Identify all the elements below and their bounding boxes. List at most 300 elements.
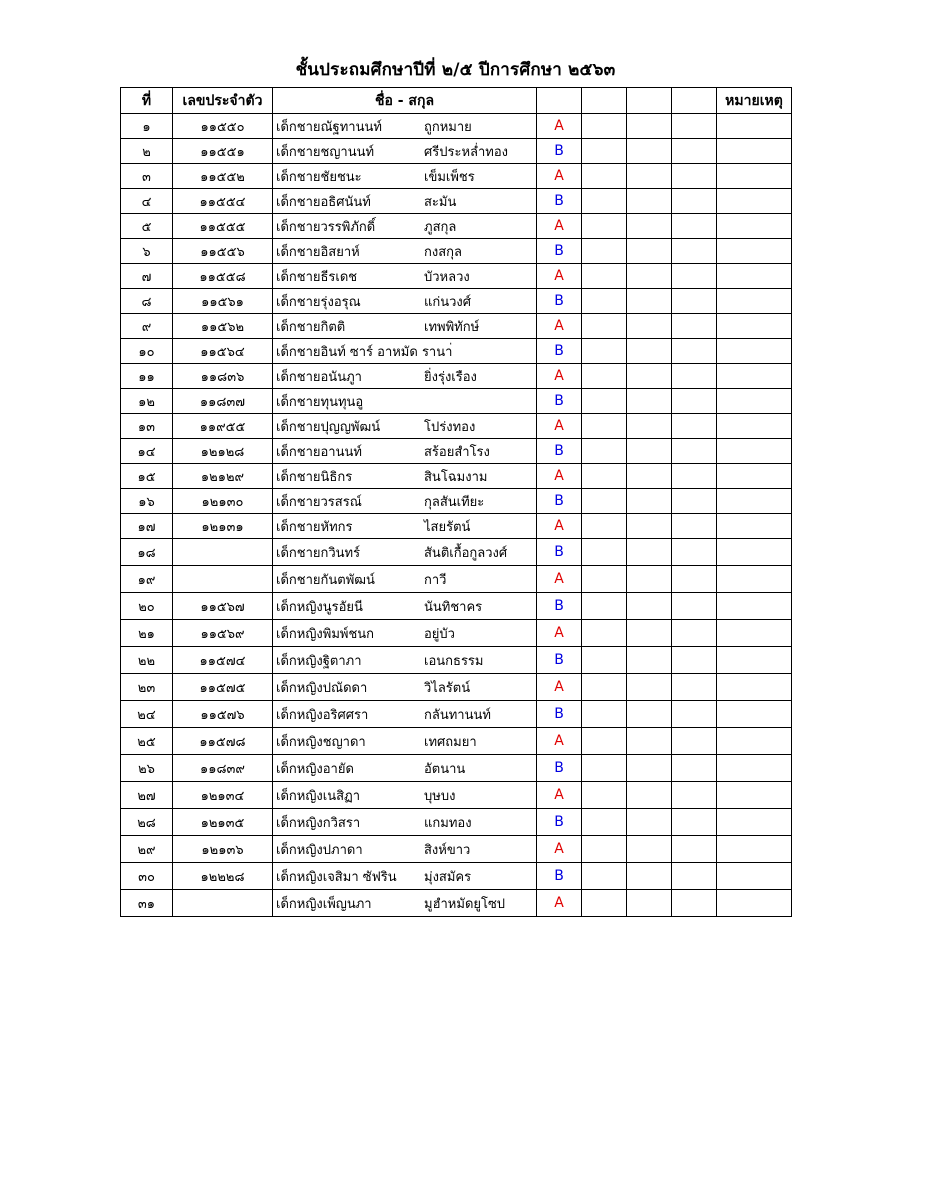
blank-cell bbox=[672, 464, 717, 489]
blank-cell bbox=[672, 755, 717, 782]
student-last-name: แกมทอง bbox=[424, 815, 472, 831]
student-name-cell bbox=[273, 539, 537, 566]
student-first-name: เด็กชายทุนทุนอู bbox=[276, 394, 364, 410]
student-id: ๑๒๑๓๖ bbox=[173, 836, 273, 863]
remark-cell bbox=[717, 701, 792, 728]
row-number: ๑๖ bbox=[121, 489, 173, 514]
student-name-cell bbox=[273, 264, 537, 289]
table-row bbox=[121, 539, 792, 566]
table-row bbox=[121, 464, 792, 489]
student-last-name: สันติเกื้อกูลวงศ์ bbox=[424, 545, 508, 561]
row-number: ๑๓ bbox=[121, 414, 173, 439]
group-letter: A bbox=[537, 464, 582, 489]
remark-cell bbox=[717, 755, 792, 782]
student-first-name: เด็กหญิงอริศศรา bbox=[276, 707, 369, 723]
blank-cell bbox=[582, 890, 627, 917]
remark-cell bbox=[717, 890, 792, 917]
student-id: ๑๑๕๕๖ bbox=[173, 239, 273, 264]
group-letter: A bbox=[537, 782, 582, 809]
blank-cell bbox=[627, 314, 672, 339]
student-name-cell bbox=[273, 239, 537, 264]
table-row bbox=[121, 701, 792, 728]
student-name-cell bbox=[273, 214, 537, 239]
student-id: ๑๑๕๗๕ bbox=[173, 674, 273, 701]
blank-cell bbox=[672, 239, 717, 264]
header-name: ชื่อ - สกุล bbox=[273, 88, 537, 114]
student-last-name: มูฮำหมัดยูโซป bbox=[424, 896, 506, 912]
blank-cell bbox=[582, 264, 627, 289]
remark-cell bbox=[717, 620, 792, 647]
row-number: ๕ bbox=[121, 214, 173, 239]
remark-cell bbox=[717, 289, 792, 314]
group-letter: A bbox=[537, 728, 582, 755]
student-first-name: เด็กชายวรสรณ์ bbox=[276, 494, 362, 510]
blank-cell bbox=[582, 139, 627, 164]
student-name-cell bbox=[273, 620, 537, 647]
student-first-name: เด็กหญิงพิมพ์ชนก bbox=[276, 626, 375, 642]
blank-cell bbox=[672, 701, 717, 728]
blank-cell bbox=[582, 289, 627, 314]
table-row bbox=[121, 593, 792, 620]
student-last-name: สร้อยสำโรง bbox=[424, 444, 490, 460]
student-first-name: เด็กชายอิสยาห์ bbox=[276, 244, 360, 260]
student-name-cell bbox=[273, 314, 537, 339]
student-id: ๑๒๒๒๘ bbox=[173, 863, 273, 890]
student-last-name: โปร่งทอง bbox=[424, 419, 476, 435]
header-blank-4 bbox=[672, 88, 717, 114]
table-row bbox=[121, 364, 792, 389]
blank-cell bbox=[672, 364, 717, 389]
blank-cell bbox=[582, 809, 627, 836]
student-id: ๑๑๕๖๗ bbox=[173, 593, 273, 620]
remark-cell bbox=[717, 364, 792, 389]
group-letter: A bbox=[537, 566, 582, 593]
group-letter: A bbox=[537, 114, 582, 139]
blank-cell bbox=[582, 314, 627, 339]
student-name-cell bbox=[273, 189, 537, 214]
blank-cell bbox=[582, 755, 627, 782]
blank-cell bbox=[627, 863, 672, 890]
student-first-name: เด็กหญิงอายัด bbox=[276, 761, 354, 777]
blank-cell bbox=[627, 701, 672, 728]
blank-cell bbox=[672, 314, 717, 339]
remark-cell bbox=[717, 566, 792, 593]
blank-cell bbox=[582, 782, 627, 809]
student-id: ๑๑๕๕๐ bbox=[173, 114, 273, 139]
student-id: ๑๑๕๗๖ bbox=[173, 701, 273, 728]
blank-cell bbox=[582, 674, 627, 701]
row-number: ๒๐ bbox=[121, 593, 173, 620]
student-last-name: ภูสกุล bbox=[424, 219, 457, 235]
student-name-cell bbox=[273, 114, 537, 139]
row-number: ๓ bbox=[121, 164, 173, 189]
table-row bbox=[121, 566, 792, 593]
student-name-cell bbox=[273, 489, 537, 514]
blank-cell bbox=[627, 289, 672, 314]
student-first-name: เด็กชายชัยชนะ bbox=[276, 169, 362, 185]
blank-cell bbox=[672, 890, 717, 917]
group-letter: B bbox=[537, 755, 582, 782]
student-first-name: เด็กหญิงเจสิมา ซัฟริน bbox=[276, 869, 397, 885]
header-blank-2 bbox=[582, 88, 627, 114]
student-first-name: เด็กชายอนันภูา bbox=[276, 369, 362, 385]
row-number: ๙ bbox=[121, 314, 173, 339]
blank-cell bbox=[672, 489, 717, 514]
blank-cell bbox=[627, 114, 672, 139]
blank-cell bbox=[627, 339, 672, 364]
student-first-name: เด็กหญิงนูรอัยนี bbox=[276, 599, 363, 615]
blank-cell bbox=[582, 464, 627, 489]
student-first-name: เด็กหญิงปณัดดา bbox=[276, 680, 368, 696]
student-id: ๑๑๕๕๑ bbox=[173, 139, 273, 164]
header-blank-1 bbox=[537, 88, 582, 114]
blank-cell bbox=[672, 566, 717, 593]
table-row bbox=[121, 439, 792, 464]
student-id: ๑๒๑๓๐ bbox=[173, 489, 273, 514]
remark-cell bbox=[717, 514, 792, 539]
table-row bbox=[121, 214, 792, 239]
group-letter: B bbox=[537, 239, 582, 264]
remark-cell bbox=[717, 239, 792, 264]
table-row bbox=[121, 620, 792, 647]
remark-cell bbox=[717, 782, 792, 809]
group-letter: B bbox=[537, 701, 582, 728]
student-last-name: สินโฉมงาม bbox=[424, 469, 488, 485]
table-row bbox=[121, 139, 792, 164]
blank-cell bbox=[672, 389, 717, 414]
remark-cell bbox=[717, 114, 792, 139]
student-name-cell bbox=[273, 593, 537, 620]
row-number: ๒๘ bbox=[121, 809, 173, 836]
student-first-name: เด็กชายรุ่งอรุณ bbox=[276, 294, 361, 310]
row-number: ๒๒ bbox=[121, 647, 173, 674]
blank-cell bbox=[627, 439, 672, 464]
blank-cell bbox=[627, 647, 672, 674]
student-id: ๑๑๕๖๔ bbox=[173, 339, 273, 364]
student-last-name: เอนกธรรม bbox=[424, 653, 484, 669]
blank-cell bbox=[672, 289, 717, 314]
page-title: ชั้นประถมศึกษาปีที่ ๒/๕ ปีการศึกษา ๒๕๖๓ bbox=[295, 60, 616, 80]
table-row bbox=[121, 890, 792, 917]
table-row bbox=[121, 755, 792, 782]
student-first-name: เด็กชายวรรพิภักดิ์ bbox=[276, 219, 376, 235]
row-number: ๖ bbox=[121, 239, 173, 264]
group-letter: A bbox=[537, 314, 582, 339]
student-id: ๑๑๕๗๔ bbox=[173, 647, 273, 674]
remark-cell bbox=[717, 339, 792, 364]
blank-cell bbox=[582, 214, 627, 239]
header-blank-3 bbox=[627, 88, 672, 114]
blank-cell bbox=[627, 364, 672, 389]
student-name-cell bbox=[273, 389, 537, 414]
blank-cell bbox=[627, 139, 672, 164]
remark-cell bbox=[717, 728, 792, 755]
table-row bbox=[121, 314, 792, 339]
row-number: ๒๕ bbox=[121, 728, 173, 755]
student-id: ๑๑๕๗๘ bbox=[173, 728, 273, 755]
blank-cell bbox=[627, 674, 672, 701]
student-last-name: สะมัน bbox=[424, 194, 457, 210]
student-id: ๑๑๕๖๙ bbox=[173, 620, 273, 647]
blank-cell bbox=[672, 836, 717, 863]
student-last-name: เทพพิทักษ์ bbox=[424, 319, 480, 335]
table-row bbox=[121, 339, 792, 364]
student-first-name: เด็กชายกวินทร์ bbox=[276, 545, 361, 561]
blank-cell bbox=[582, 566, 627, 593]
table-row bbox=[121, 289, 792, 314]
blank-cell bbox=[627, 728, 672, 755]
remark-cell bbox=[717, 593, 792, 620]
student-id: ๑๑๘๓๖ bbox=[173, 364, 273, 389]
blank-cell bbox=[672, 593, 717, 620]
header-row bbox=[121, 88, 792, 114]
group-letter: A bbox=[537, 620, 582, 647]
remark-cell bbox=[717, 863, 792, 890]
blank-cell bbox=[627, 514, 672, 539]
blank-cell bbox=[582, 414, 627, 439]
group-letter: B bbox=[537, 809, 582, 836]
group-letter: B bbox=[537, 189, 582, 214]
group-letter: B bbox=[537, 339, 582, 364]
remark-cell bbox=[717, 439, 792, 464]
remark-cell bbox=[717, 264, 792, 289]
group-letter: B bbox=[537, 289, 582, 314]
row-number: ๔ bbox=[121, 189, 173, 214]
student-first-name: เด็กชายอธิศนันท์ bbox=[276, 194, 371, 210]
blank-cell bbox=[672, 139, 717, 164]
table-row bbox=[121, 728, 792, 755]
blank-cell bbox=[627, 464, 672, 489]
blank-cell bbox=[582, 863, 627, 890]
student-last-name: มุ่งสมัคร bbox=[424, 869, 472, 885]
group-letter: A bbox=[537, 264, 582, 289]
student-last-name: กลันทานนท์ bbox=[424, 707, 491, 723]
table-row bbox=[121, 414, 792, 439]
blank-cell bbox=[582, 164, 627, 189]
blank-cell bbox=[627, 782, 672, 809]
blank-cell bbox=[627, 566, 672, 593]
student-first-name: เด็กชายกันตพัฒน์ bbox=[276, 572, 375, 588]
group-letter: A bbox=[537, 364, 582, 389]
student-last-name: กุลสันเทียะ bbox=[424, 494, 485, 510]
student-id bbox=[173, 566, 273, 593]
student-id: ๑๒๑๓๑ bbox=[173, 514, 273, 539]
blank-cell bbox=[582, 364, 627, 389]
row-number: ๑๒ bbox=[121, 389, 173, 414]
remark-cell bbox=[717, 189, 792, 214]
student-first-name: เด็กชายธีรเดช bbox=[276, 269, 358, 285]
blank-cell bbox=[582, 339, 627, 364]
blank-cell bbox=[627, 214, 672, 239]
student-name-cell bbox=[273, 701, 537, 728]
table-row bbox=[121, 189, 792, 214]
blank-cell bbox=[672, 214, 717, 239]
student-id: ๑๑๕๖๒ bbox=[173, 314, 273, 339]
group-letter: A bbox=[537, 414, 582, 439]
student-id: ๑๒๑๓๕ bbox=[173, 809, 273, 836]
student-name-cell bbox=[273, 863, 537, 890]
table-row bbox=[121, 647, 792, 674]
blank-cell bbox=[672, 439, 717, 464]
roster-body bbox=[121, 114, 792, 917]
row-number: ๒๗ bbox=[121, 782, 173, 809]
group-letter: B bbox=[537, 389, 582, 414]
blank-cell bbox=[582, 239, 627, 264]
table-row bbox=[121, 489, 792, 514]
row-number: ๑๗ bbox=[121, 514, 173, 539]
student-last-name: วิไลรัตน์ bbox=[424, 680, 471, 696]
blank-cell bbox=[582, 439, 627, 464]
remark-cell bbox=[717, 139, 792, 164]
student-first-name: เด็กชายหัทกร bbox=[276, 519, 353, 535]
row-number: ๒ bbox=[121, 139, 173, 164]
student-last-name: ยิ่งรุ่งเรือง bbox=[424, 369, 477, 385]
group-letter: A bbox=[537, 514, 582, 539]
table-row bbox=[121, 264, 792, 289]
student-name-cell bbox=[273, 809, 537, 836]
table-row bbox=[121, 239, 792, 264]
student-first-name: เด็กหญิงปภาดา bbox=[276, 842, 363, 858]
blank-cell bbox=[627, 809, 672, 836]
group-letter: B bbox=[537, 863, 582, 890]
student-last-name: เทศถมยา bbox=[424, 734, 477, 750]
student-name-cell bbox=[273, 728, 537, 755]
student-last-name: ศรีประหล่ำทอง bbox=[424, 144, 509, 160]
blank-cell bbox=[672, 339, 717, 364]
student-roster-table bbox=[120, 87, 792, 917]
row-number: ๒๔ bbox=[121, 701, 173, 728]
blank-cell bbox=[672, 189, 717, 214]
student-id bbox=[173, 539, 273, 566]
student-id: ๑๑๙๕๕ bbox=[173, 414, 273, 439]
table-row bbox=[121, 674, 792, 701]
blank-cell bbox=[582, 701, 627, 728]
blank-cell bbox=[627, 389, 672, 414]
blank-cell bbox=[582, 189, 627, 214]
blank-cell bbox=[582, 728, 627, 755]
group-letter: A bbox=[537, 164, 582, 189]
student-first-name: เด็กหญิงเนสิฏา bbox=[276, 788, 361, 804]
table-row bbox=[121, 836, 792, 863]
blank-cell bbox=[582, 836, 627, 863]
header-student-id: เลขประจำตัว bbox=[173, 88, 273, 114]
student-id: ๑๑๘๓๙ bbox=[173, 755, 273, 782]
blank-cell bbox=[627, 836, 672, 863]
group-letter: B bbox=[537, 647, 582, 674]
student-first-name: เด็กหญิงฐิตาภา bbox=[276, 653, 362, 669]
row-number: ๗ bbox=[121, 264, 173, 289]
row-number: ๑๙ bbox=[121, 566, 173, 593]
blank-cell bbox=[672, 264, 717, 289]
blank-cell bbox=[582, 539, 627, 566]
student-first-name: เด็กชายอินท์ ซาร์ อาหมัด รานา่ bbox=[276, 344, 453, 360]
remark-cell bbox=[717, 489, 792, 514]
blank-cell bbox=[582, 489, 627, 514]
blank-cell bbox=[627, 239, 672, 264]
student-id: ๑๑๕๕๒ bbox=[173, 164, 273, 189]
student-id: ๑๒๑๒๙ bbox=[173, 464, 273, 489]
table-row bbox=[121, 514, 792, 539]
row-number: ๑ bbox=[121, 114, 173, 139]
remark-cell bbox=[717, 836, 792, 863]
student-name-cell bbox=[273, 414, 537, 439]
student-last-name: กงสกุล bbox=[424, 244, 462, 260]
student-id: ๑๑๕๖๑ bbox=[173, 289, 273, 314]
row-number: ๒๓ bbox=[121, 674, 173, 701]
student-name-cell bbox=[273, 890, 537, 917]
student-last-name: บัวหลวง bbox=[424, 269, 470, 285]
remark-cell bbox=[717, 539, 792, 566]
row-number: ๓๐ bbox=[121, 863, 173, 890]
row-number: ๒๑ bbox=[121, 620, 173, 647]
student-first-name: เด็กหญิงกวิสรา bbox=[276, 815, 361, 831]
blank-cell bbox=[627, 164, 672, 189]
student-name-cell bbox=[273, 674, 537, 701]
blank-cell bbox=[672, 647, 717, 674]
table-row bbox=[121, 389, 792, 414]
table-row bbox=[121, 863, 792, 890]
student-id bbox=[173, 890, 273, 917]
group-letter: A bbox=[537, 890, 582, 917]
remark-cell bbox=[717, 674, 792, 701]
blank-cell bbox=[672, 514, 717, 539]
student-name-cell bbox=[273, 647, 537, 674]
student-id: ๑๑๕๕๘ bbox=[173, 264, 273, 289]
student-name-cell bbox=[273, 566, 537, 593]
student-last-name: แก่นวงศ์ bbox=[424, 294, 472, 310]
blank-cell bbox=[627, 539, 672, 566]
student-name-cell bbox=[273, 439, 537, 464]
row-number: ๓๑ bbox=[121, 890, 173, 917]
student-name-cell bbox=[273, 364, 537, 389]
group-letter: B bbox=[537, 139, 582, 164]
row-number: ๑๐ bbox=[121, 339, 173, 364]
student-first-name: เด็กหญิงชญาดา bbox=[276, 734, 366, 750]
student-id: ๑๑๕๕๕ bbox=[173, 214, 273, 239]
blank-cell bbox=[582, 593, 627, 620]
blank-cell bbox=[672, 414, 717, 439]
blank-cell bbox=[672, 809, 717, 836]
remark-cell bbox=[717, 414, 792, 439]
student-last-name: กาวี bbox=[424, 572, 447, 588]
group-letter: B bbox=[537, 539, 582, 566]
header-no: ที่ bbox=[121, 88, 173, 114]
student-last-name: ถูกหมาย bbox=[424, 119, 472, 135]
blank-cell bbox=[582, 620, 627, 647]
student-name-cell bbox=[273, 836, 537, 863]
student-id: ๑๒๑๓๔ bbox=[173, 782, 273, 809]
blank-cell bbox=[672, 114, 717, 139]
student-last-name: อัตนาน bbox=[424, 761, 466, 777]
student-name-cell bbox=[273, 139, 537, 164]
blank-cell bbox=[627, 755, 672, 782]
blank-cell bbox=[627, 189, 672, 214]
student-first-name: เด็กชายนิธิกร bbox=[276, 469, 353, 485]
table-row bbox=[121, 782, 792, 809]
remark-cell bbox=[717, 164, 792, 189]
group-letter: B bbox=[537, 489, 582, 514]
student-name-cell bbox=[273, 514, 537, 539]
student-last-name: ไสยรัตน์ bbox=[424, 519, 471, 535]
blank-cell bbox=[627, 593, 672, 620]
remark-cell bbox=[717, 214, 792, 239]
blank-cell bbox=[672, 539, 717, 566]
blank-cell bbox=[672, 782, 717, 809]
blank-cell bbox=[672, 863, 717, 890]
row-number: ๑๑ bbox=[121, 364, 173, 389]
remark-cell bbox=[717, 389, 792, 414]
row-number: ๑๘ bbox=[121, 539, 173, 566]
